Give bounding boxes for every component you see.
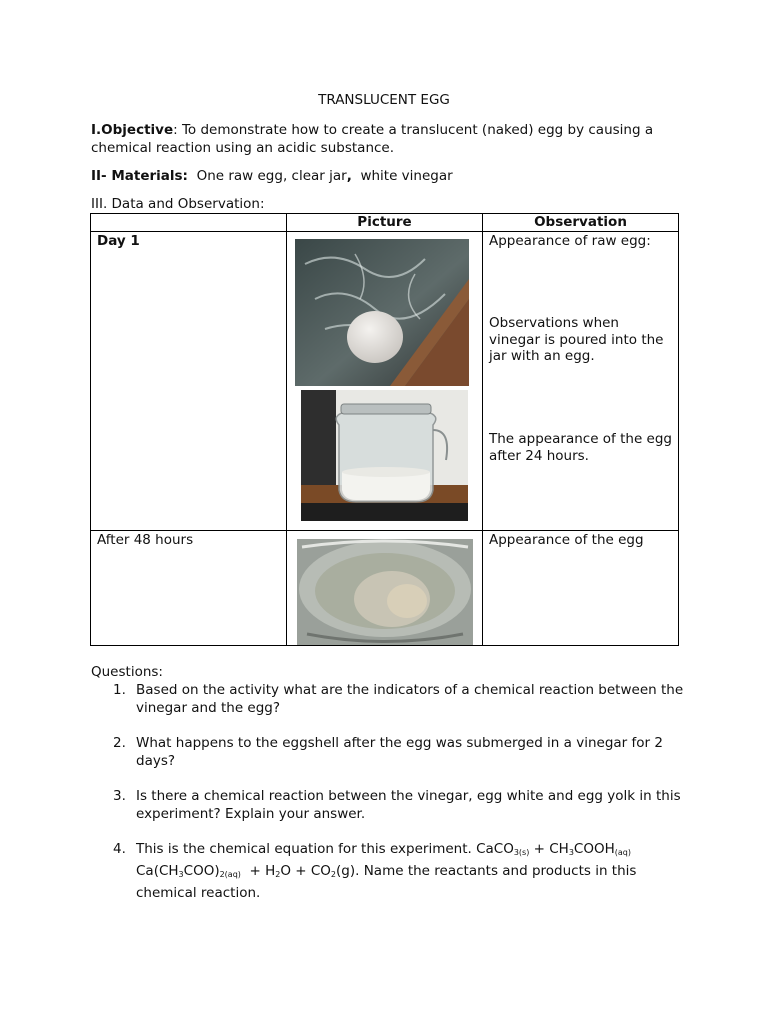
vinegar-jar-photo bbox=[301, 390, 468, 521]
table-header-observation: Observation bbox=[483, 214, 679, 232]
egg-after-48-hours-photo bbox=[297, 539, 473, 645]
row-label-cell bbox=[91, 531, 287, 646]
table-row bbox=[91, 531, 679, 646]
row-label-48-hours: After 48 hours bbox=[97, 532, 194, 548]
observation-cell bbox=[483, 531, 679, 646]
question-number: 4. bbox=[113, 841, 126, 857]
objective-label: I.Objective bbox=[91, 122, 174, 138]
questions-heading: Questions: bbox=[91, 664, 163, 680]
question-item bbox=[91, 734, 691, 770]
document-title: TRANSLUCENT EGG bbox=[318, 92, 450, 108]
question-number: 3. bbox=[113, 788, 126, 804]
objective-text: : To demonstrate how to create a translucent (naked) egg by causing a chemical reaction using an acidic substance. bbox=[91, 122, 654, 156]
materials-text: One raw egg, clear jar bbox=[196, 168, 347, 184]
question-text: Is there a chemical reaction between the vinegar, egg white and egg yolk in this experiment? Explain your answer. bbox=[136, 788, 681, 822]
table-row bbox=[91, 232, 679, 531]
question-number: 2. bbox=[113, 735, 126, 751]
picture-cell bbox=[287, 232, 483, 531]
observation-after-24-hours: The appearance of the egg after 24 hours. bbox=[489, 431, 672, 464]
observation-cell bbox=[483, 232, 679, 531]
question-item bbox=[91, 681, 691, 717]
question-text-outro: Name the reactants and products in this chemical reaction. bbox=[136, 863, 637, 901]
materials-comma: , bbox=[346, 168, 352, 184]
table-header-row bbox=[91, 214, 679, 232]
question-text-intro: This is the chemical equation for this experiment. bbox=[136, 841, 477, 857]
materials-label: II- Materials: bbox=[91, 168, 188, 184]
materials-paragraph bbox=[91, 167, 691, 185]
chemical-equation: CaCO$_{3(s)}$ + $CH_3COOH_{(aq)}$ $Ca(CH_3COO)_{2(aq)} + H_2O + CO_2(g)$. bbox=[136, 841, 631, 879]
materials-text-2: white vinegar bbox=[360, 168, 453, 184]
observation-egg-48-hours: Appearance of the egg bbox=[489, 532, 644, 548]
row-label-day1: Day 1 bbox=[97, 233, 140, 249]
question-text: Based on the activity what are the indicators of a chemical reaction between the vinegar and the egg? bbox=[136, 682, 684, 716]
table-header-picture: Picture bbox=[287, 214, 483, 232]
question-item bbox=[91, 787, 691, 823]
questions-section bbox=[91, 663, 691, 919]
question-number: 1. bbox=[113, 682, 126, 698]
observation-table bbox=[90, 213, 679, 646]
observation-raw-egg: Appearance of raw egg: bbox=[489, 233, 651, 249]
objective-paragraph bbox=[91, 121, 691, 157]
question-text: What happens to the eggshell after the egg was submerged in a vinegar for 2 days? bbox=[136, 735, 663, 769]
data-heading: III. Data and Observation: bbox=[91, 196, 265, 212]
row-label-cell bbox=[91, 232, 287, 531]
picture-cell bbox=[287, 531, 483, 646]
question-item bbox=[91, 840, 691, 902]
raw-egg-photo bbox=[295, 239, 469, 386]
table-header-blank bbox=[91, 214, 287, 232]
observation-vinegar-poured: Observations when vinegar is poured into the jar with an egg. bbox=[489, 315, 664, 364]
